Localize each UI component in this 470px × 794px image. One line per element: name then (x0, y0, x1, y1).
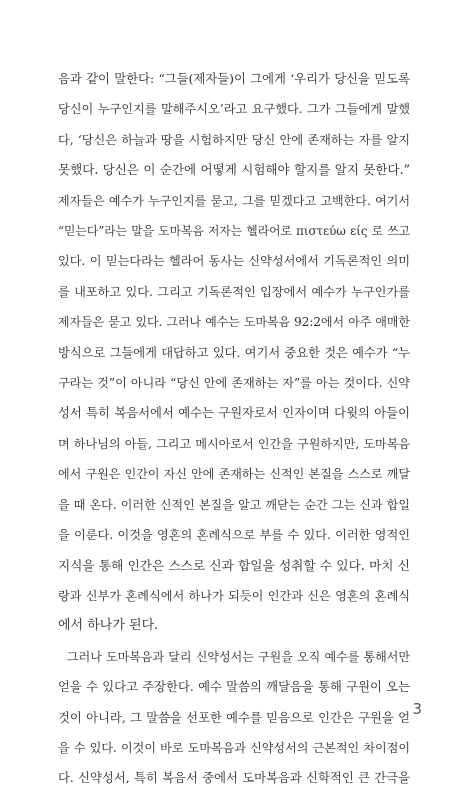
text-line: 음과 같이 말한다: “그들(제자들)이 그에게 ‘우리가 당신을 믿도록 (58, 72, 410, 86)
text-line: 을 수 있다. 이것이 바로 도마복음과 신약성서의 근본적인 차이점이 (58, 740, 410, 755)
text-line: 그러나 도마복음과 달리 신약성서는 구원을 오직 예수를 통해서만 (67, 649, 410, 664)
text-line: 당신이 누구인지를 말해주시오’라고 요구했다. 그가 그들에게 말했 (58, 102, 410, 117)
text-line: 에서 하나가 된다. (58, 618, 159, 634)
text-line: 다, ‘당신은 하늘과 땅을 시험하지만 당신 안에 존재하는 자를 알지 (58, 132, 410, 147)
text-line: 구라는 것”이 아니라 “당신 안에 존재하는 자”를 아는 것이다. 신약 (58, 376, 410, 391)
text-line: 다. 신약성서, 특히 복음서 중에서 도마복음과 신학적인 큰 간극을 (58, 771, 410, 786)
text-line: 를 내포하고 있다. 그리고 기독론적인 입장에서 예수가 누구인가를 (58, 284, 410, 299)
text-line: 랑과 신부가 혼례식에서 하나가 되듯이 인간과 신은 영혼의 혼례식 (58, 588, 410, 603)
text-line: “믿는다”라는 말을 도마복음 저자는 헬라어로 πιστεύω είς 로 쓰고 (58, 224, 410, 239)
text-line: 지식을 통해 인간은 스스로 신과 합일을 성취할 수 있다. 마치 신 (58, 557, 410, 573)
text-line: 을 이룬다. 이것을 영혼의 혼례식으로 부를 수 있다. 이러한 영적인 (58, 528, 410, 543)
text-line: 것이 아니라, 그 말씀을 선포한 예수를 믿음으로 인간은 구원을 얻 (58, 710, 410, 725)
text-line: 성서 특히 복음서에서 예수는 구원자로서 인자이며 다윗의 아들이 (58, 406, 410, 421)
text-line: 방식으로 그들에게 대답하고 있다. 여기서 중요한 것은 예수가 “누 (58, 345, 410, 360)
document-body (58, 64, 410, 794)
text-line: 제자들은 묻고 있다. 그러나 예수는 도마복음 92:2에서 아주 애매한 (58, 315, 410, 330)
paragraph-1 (58, 64, 410, 642)
page-number: 3 (412, 700, 422, 718)
text-line: 제자들은 예수가 누구인지를 묻고, 그를 믿겠다고 고백한다. 여기서 (58, 193, 410, 208)
paragraph-2 (58, 642, 410, 794)
text-line: 에서 구원은 인간이 자신 안에 존재하는 신적인 본질을 스스로 깨달 (58, 467, 410, 482)
text-line: 얻을 수 있다고 주장한다. 예수 말씀의 깨달음을 통해 구원이 오는 (58, 680, 410, 695)
text-line: 못했다. 당신은 이 순간에 어떻게 시험해야 할지를 알지 못한다.” (58, 162, 410, 178)
text-line: 며 하나님의 아들, 그리고 메시아로서 인간을 구원하지만, 도마복음 (58, 436, 410, 451)
text-line: 을 때 온다. 이러한 신적인 본질을 알고 깨닫는 순간 그는 신과 합일 (58, 497, 410, 512)
text-line: 있다. 이 믿는다라는 헬라어 동사는 신약성서에서 기독론적인 의미 (58, 254, 410, 269)
